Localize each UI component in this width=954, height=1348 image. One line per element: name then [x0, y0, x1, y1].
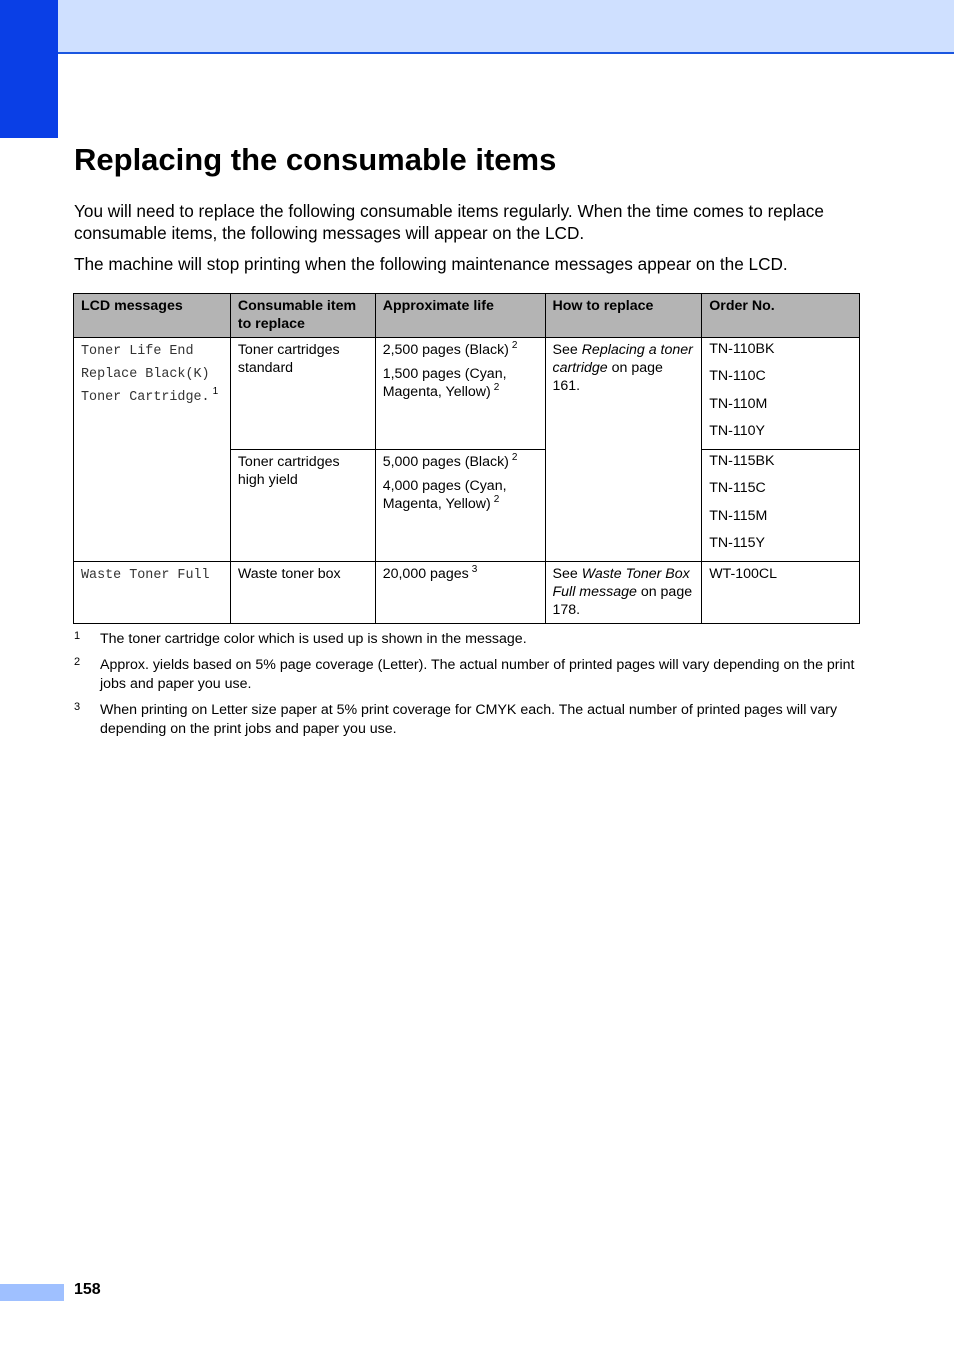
- page-title: Replacing the consumable items: [74, 142, 557, 177]
- footnote-text: When printing on Letter size paper at 5% print coverage for CMYK each. The actual number of printed pages will vary depending on the print jobs and paper you use.: [100, 702, 838, 737]
- life-high-yield: 5,000 pages (Black) $^2$ 4,000 pages (Cyan, Magenta, Yellow) $^2$: [375, 450, 545, 562]
- footnote-ref: 2: [511, 452, 518, 464]
- footnote-ref: 2: [493, 494, 500, 506]
- footnote-number: 2: [74, 656, 81, 668]
- order-number: TN-110BK: [709, 341, 775, 357]
- consumables-table: [73, 293, 860, 624]
- footnote: [74, 630, 864, 649]
- order-number: TN-115C: [709, 480, 766, 497]
- how-to-replace-toner: See Replacing a toner cartridge on page 161.: [545, 338, 702, 562]
- intro-paragraph-2: The machine will stop printing when the following maintenance messages appear on the LCD.: [74, 254, 788, 274]
- order-standard: [702, 338, 860, 450]
- lcd-line: Replace Black(K): [81, 367, 210, 382]
- page-number: 158: [74, 1281, 101, 1298]
- footnotes: [74, 630, 864, 746]
- footnote: [74, 656, 864, 694]
- lcd-line: Toner Cartridge. $^1$: [81, 386, 219, 405]
- page-number-band: [0, 1284, 64, 1301]
- order-number: TN-110M: [709, 395, 768, 412]
- table-row: [74, 562, 860, 624]
- lcd-message-toner: [74, 338, 231, 562]
- order-number: TN-110C: [709, 368, 766, 385]
- footnote-number: 1: [74, 630, 81, 642]
- footnote-ref: 3: [471, 564, 478, 576]
- header-lcd-messages: LCD messages: [74, 294, 231, 338]
- footnote-ref: 2: [493, 382, 500, 393]
- order-high-yield: [702, 450, 860, 562]
- consumable-waste: Waste toner box: [230, 562, 375, 624]
- cross-reference-link[interactable]: Waste Toner Box Full message: [552, 566, 690, 601]
- footnote-ref: 2: [511, 340, 518, 351]
- consumable-high-yield: Toner cartridges high yield: [230, 450, 375, 562]
- footnote-text: The toner cartridge color which is used up is shown in the message.: [100, 631, 527, 647]
- footnote-text: Approx. yields based on 5% page coverage (Letter). The actual number of printed pages will vary depending on the print jobs and paper you use.: [100, 657, 855, 692]
- footnote-number: 3: [74, 701, 81, 713]
- header-consumable-item: Consumable item to replace: [230, 294, 375, 338]
- cross-reference-link[interactable]: Replacing a toner cartridge: [552, 342, 693, 376]
- footnote-ref: 1: [212, 386, 219, 397]
- order-number: TN-115M: [709, 507, 768, 524]
- lcd-line: Toner Life End: [81, 344, 194, 359]
- table-header-row: [74, 294, 860, 338]
- footnote: [74, 701, 864, 739]
- how-to-replace-waste: See Waste Toner Box Full message on page 178.: [545, 562, 702, 624]
- chapter-tab: [0, 0, 58, 138]
- order-number: TN-115BK: [709, 453, 775, 470]
- order-number: TN-115Y: [709, 535, 765, 552]
- consumable-standard: Toner cartridges standard: [230, 338, 375, 450]
- order-number: TN-110Y: [709, 422, 765, 439]
- lcd-message-waste: Waste Toner Full: [74, 562, 231, 624]
- header-band: [0, 0, 954, 54]
- life-waste: 20,000 pages $^3$: [375, 562, 545, 624]
- header-approximate-life: Approximate life: [375, 294, 545, 338]
- header-how-to-replace: How to replace: [545, 294, 702, 338]
- intro-paragraph-1: You will need to replace the following consumable items regularly. When the time comes to replace consumable items, the following messages will appear on the LCD.: [74, 201, 824, 243]
- order-waste: WT-100CL: [702, 562, 860, 624]
- header-order-no: Order No.: [702, 294, 860, 338]
- life-standard: 2,500 pages (Black) $^2$ 1,500 pages (Cyan, Magenta, Yellow) $^2$: [375, 338, 545, 450]
- table-row: [74, 338, 860, 450]
